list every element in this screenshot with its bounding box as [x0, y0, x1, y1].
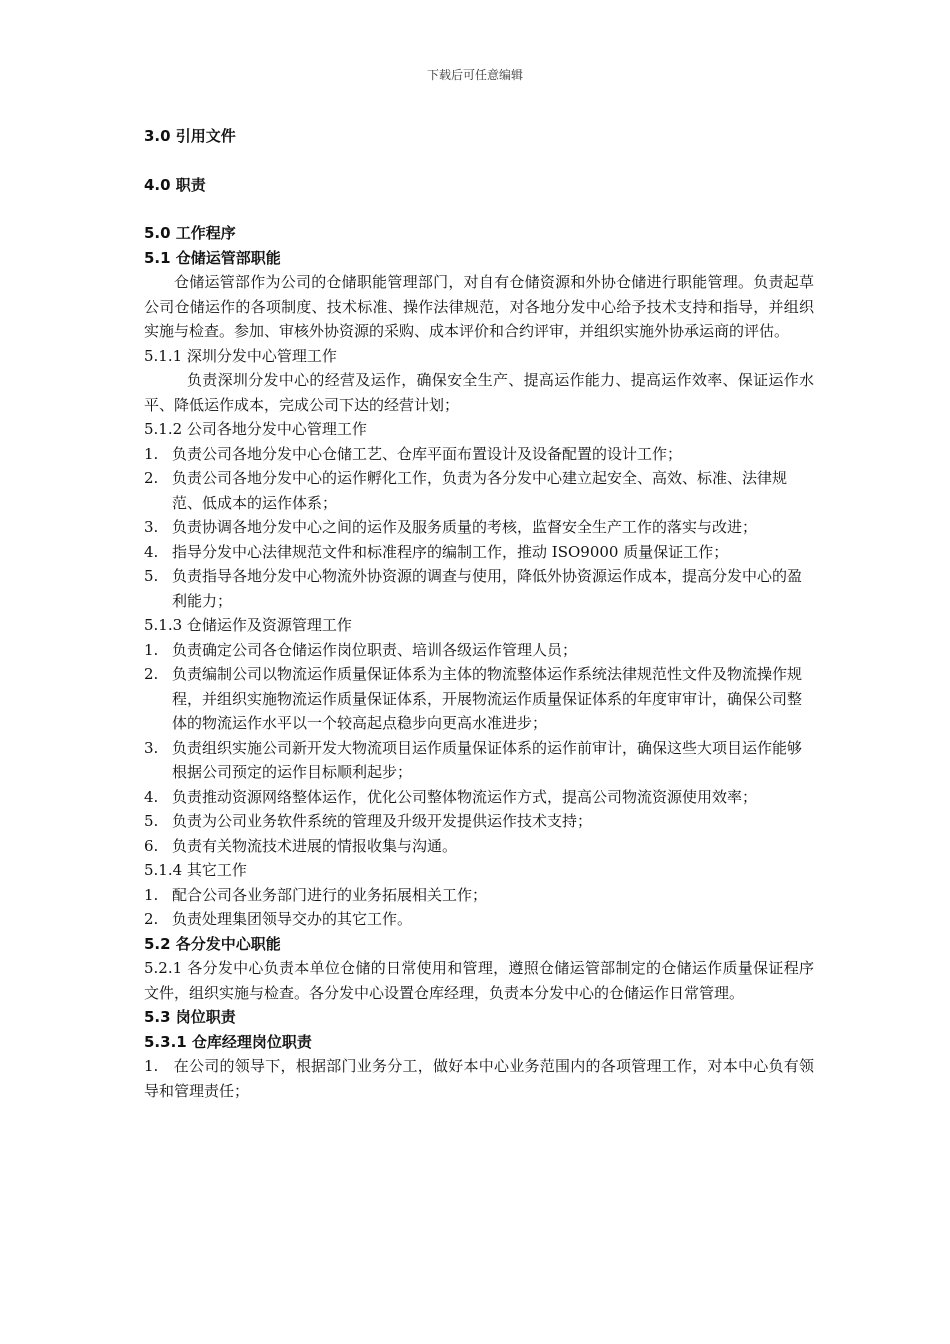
- subsection-heading-5-1-2: 5.1.2 公司各地分发中心管理工作: [144, 420, 367, 438]
- section-heading-5-0: 5.0 工作程序: [144, 224, 236, 242]
- subsection-heading-5-1-3: 5.1.3 仓储运作及资源管理工作: [144, 616, 352, 634]
- paragraph-5-1-1: 负责深圳分发中心的经营及运作，确保安全生产、提高运作能力、提高运作效率、保证运作水平、降低运作成本，完成公司下达的经营计划；: [144, 371, 814, 414]
- list-5-1-3: [144, 638, 814, 859]
- list-5-1-2: [144, 442, 814, 614]
- section-heading-5-3: 5.3 岗位职责: [144, 1008, 236, 1026]
- section-heading-5-3-1: 5.3.1 仓库经理岗位职责: [144, 1032, 312, 1051]
- section-heading-5-2: 5.2 各分发中心职能: [144, 934, 281, 953]
- list-item: 5. 负责为公司业务软件系统的管理及升级开发提供运作技术支持；: [144, 812, 593, 830]
- section-heading-3-0: 3.0 引用文件: [144, 127, 236, 145]
- section-heading-4-0: 4.0 职责: [144, 175, 206, 194]
- page-header: 下载后可任意编辑: [426, 68, 523, 82]
- list-item: 3. 负责组织实施公司新开发大物流项目运作质量保证体系的运作前审计，确保这些大项目运作能够根据公司预定的运作目标顺利起步；: [144, 738, 803, 781]
- document-body: [144, 124, 814, 1103]
- list-item: 2. 负责处理集团领导交办的其它工作。: [144, 910, 413, 928]
- paragraph-5-1: 仓储运管部作为公司的仓储职能管理部门，对自有仓储资源和外协仓储进行职能管理。负责起草公司仓储运作的各项制度、技术标准、操作法律规范，对各地分发中心给予技术支持和指导，并组织实施与检查。参加、审核外协资源的采购、成本评价和合约评审，并组织实施外协承运商的评估。: [144, 273, 814, 340]
- list-item: 4. 指导分发中心法律规范文件和标准程序的编制工作，推动 ISO9000 质量保证工作；: [144, 542, 729, 561]
- list-item: 1. 负责公司各地分发中心仓储工艺、仓库平面布置设计及设备配置的设计工作；: [144, 444, 683, 463]
- list-item: 2. 负责公司各地分发中心的运作孵化工作，负责为各分发中心建立起安全、高效、标准、法律规范、低成本的运作体系；: [144, 469, 788, 512]
- subsection-heading-5-1-1: 5.1.1 深圳分发中心管理工作: [144, 346, 337, 365]
- list-item: 4. 负责推动资源网络整体运作，优化公司整体物流运作方式，提高公司物流资源使用效率；: [144, 787, 758, 806]
- list-item: 1. 负责确定公司各仓储运作岗位职责、培训各级运作管理人员；: [144, 640, 578, 659]
- list-item: 5. 负责指导各地分发中心物流外协资源的调查与使用，降低外协资源运作成本，提高分发中心的盈利能力；: [144, 567, 803, 610]
- list-5-1-4: [144, 883, 814, 932]
- paragraph-5-2-1: 5.2.1 各分发中心负责本单位仓储的日常使用和管理，遵照仓储运管部制定的仓储运作质量保证程序文件，组织实施与检查。各分发中心设置仓库经理，负责本分发中心的仓储运作日常管理。: [144, 959, 814, 1002]
- list-item: 1. 配合公司各业务部门进行的业务拓展相关工作；: [144, 885, 488, 904]
- section-heading-5-1: 5.1 仓储运管部职能: [144, 248, 281, 267]
- paragraph-5-3-1: 1. 在公司的领导下，根据部门业务分工，做好本中心业务范围内的各项管理工作，对本中心负有领导和管理责任；: [144, 1057, 814, 1100]
- subsection-heading-5-1-4: 5.1.4 其它工作: [144, 861, 247, 879]
- list-item: 6. 负责有关物流技术进展的情报收集与沟通。: [144, 836, 458, 855]
- list-item: 2. 负责编制公司以物流运作质量保证体系为主体的物流整体运作系统法律规范性文件及物流操作规程，并组织实施物流运作质量保证体系，开展物流运作质量保证体系的年度审审计，确保公司整体的物流运作水平以一个较高起点稳步向更高水准进步；: [144, 665, 803, 732]
- list-item: 3. 负责协调各地分发中心之间的运作及服务质量的考核，监督安全生产工作的落实与改进；: [144, 518, 758, 536]
